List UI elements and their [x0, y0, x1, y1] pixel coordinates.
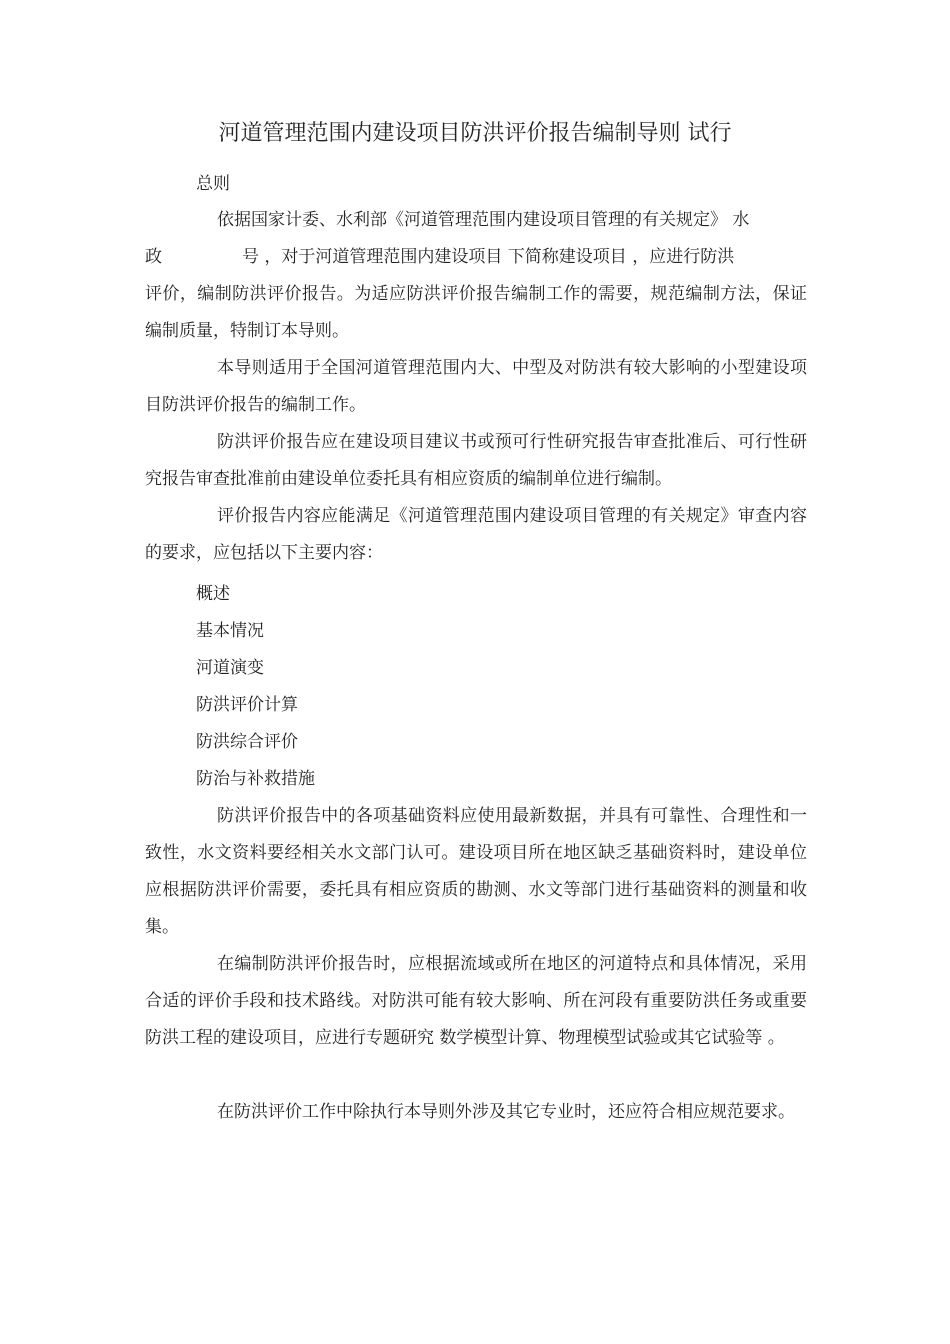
paragraph-1-rest: 评价，编制防洪评价报告。为适应防洪评价报告编制工作的需要，规范编制方法，保证编制质量，特制订本导则。 — [145, 284, 807, 341]
list-item-comprehensive: 防洪综合评价 — [196, 732, 298, 752]
paragraph-6: 在编制防洪评价报告时，应根据流域或所在地区的河道特点和具体情况，采用合适的评价手段和技术路线。对防洪可能有较大影响、所在河段有重要防洪任务或重要防洪工程的建设项目，应进行专题研究 数学模型计算、物理模型试验或其它试验等 。 — [145, 954, 807, 1048]
list-item-basic-info: 基本情况 — [196, 621, 264, 641]
section-heading: 总则 — [196, 174, 230, 194]
paragraph-1-line-2-end: 号 ，对于河道管理范围内建设项目 下简称建设项目 ，应进行防洪 — [242, 247, 735, 267]
document-title: 河道管理范围内建设项目防洪评价报告编制导则 试行 — [218, 121, 732, 146]
list-item-calculation: 防洪评价计算 — [196, 695, 298, 715]
list-item-river-evolution: 河道演变 — [196, 658, 264, 678]
paragraph-1-line-2-start: 政 — [145, 247, 162, 267]
paragraph-2: 本导则适用于全国河道管理范围内大、中型及对防洪有较大影响的小型建设项目防洪评价报告的编制工作。 — [145, 358, 807, 415]
list-item-measures: 防治与补救措施 — [196, 769, 315, 789]
paragraph-5: 防洪评价报告中的各项基础资料应使用最新数据，并具有可靠性、合理性和一致性，水文资料要经相关水文部门认可。建设项目所在地区缺乏基础资料时，建设单位应根据防洪评价需要，委托具有相应资质的勘测、水文等部门进行基础资料的测量和收集。 — [145, 806, 807, 937]
list-item-overview: 概述 — [196, 584, 230, 604]
paragraph-1-line-1: 依据国家计委、水利部《河道管理范围内建设项目管理的有关规定》 水 — [217, 210, 750, 230]
paragraph-3: 防洪评价报告应在建设项目建议书或预可行性研究报告审查批准后、可行性研究报告审查批准前由建设单位委托具有相应资质的编制单位进行编制。 — [145, 432, 807, 489]
paragraph-7: 在防洪评价工作中除执行本导则外涉及其它专业时，还应符合相应规范要求。 — [217, 1102, 795, 1122]
paragraph-4: 评价报告内容应能满足《河道管理范围内建设项目管理的有关规定》审查内容的要求，应包括以下主要内容： — [145, 506, 807, 563]
